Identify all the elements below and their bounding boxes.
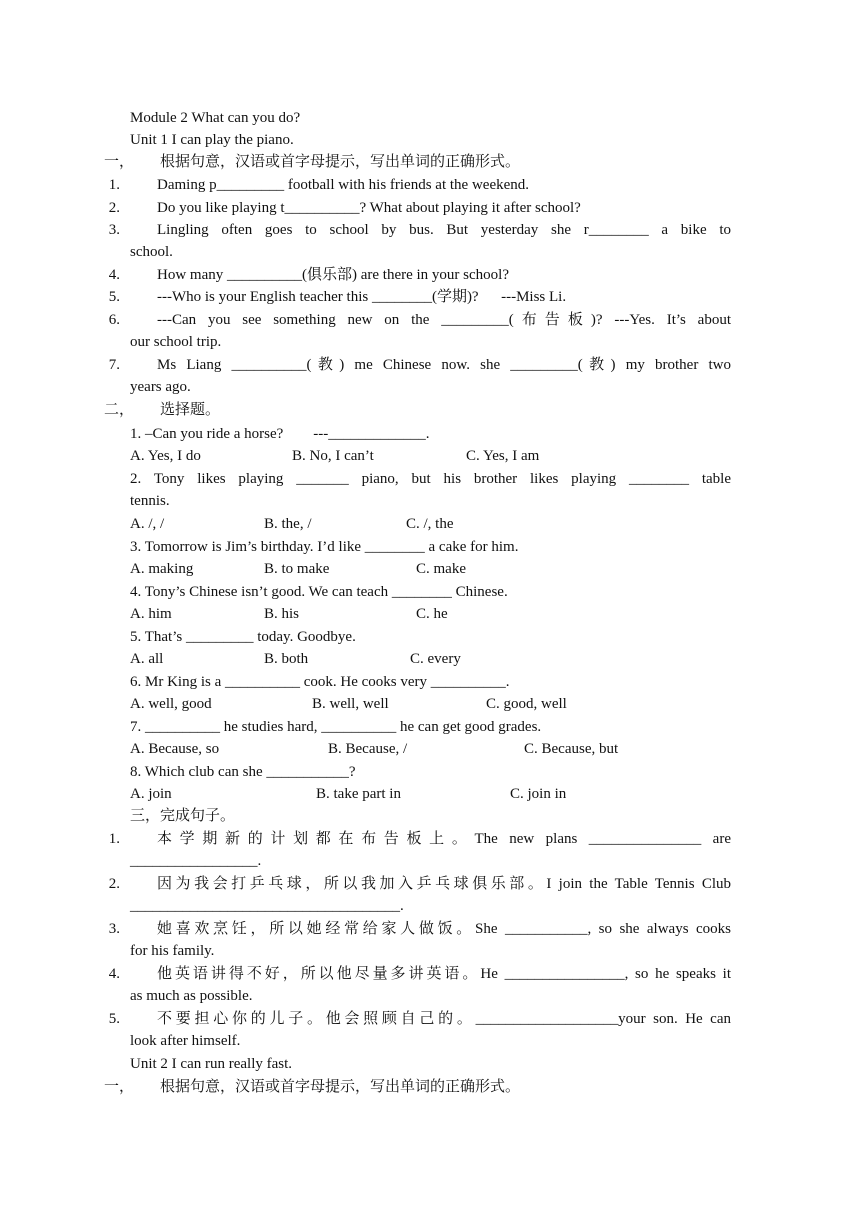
part3-item-text: 本学期新的计划都在布告板上。The new plans _______________ are: [157, 831, 731, 847]
unit2-title: Unit 2 I can run really fast.: [130, 1056, 293, 1072]
mc-option-b: B. his: [264, 606, 300, 622]
part3-item-continuation: _________________.: [130, 853, 262, 869]
mc-option-a: A. /, /: [130, 516, 165, 532]
part1-item-continuation: school.: [130, 244, 173, 260]
mc-option-b: B. both: [264, 651, 309, 667]
mc-option-c: C. Because, but: [524, 741, 619, 757]
part3-item-text: 她喜欢烹饪，所以她经常给家人做饭。She ___________, so she always cooks: [157, 921, 731, 937]
unit2-section1-heading: 根据句意，汉语或首字母提示，写出单词的正确形式。: [160, 1079, 521, 1095]
module-title: Module 2 What can you do?: [130, 110, 301, 126]
section2-number: 二，: [104, 402, 135, 418]
mc-option-c: C. good, well: [486, 696, 567, 712]
mc-question: 6. Mr King is a __________ cook. He cooks very __________.: [130, 674, 510, 690]
part1-item-number: 1.: [108, 177, 120, 193]
part1-item-number: 5.: [108, 289, 120, 305]
part1-item-text: Ms Liang __________(教) me Chinese now. she _________(教) my brother two: [157, 357, 731, 373]
mc-option-b: B. to make: [264, 561, 330, 577]
part3-item-number: 5.: [108, 1011, 120, 1027]
section2-heading: 选择题。: [160, 402, 221, 418]
part3-item-number: 1.: [108, 831, 120, 847]
part3-item-text: 因为我会打乒乓球，所以我加入乒乓球俱乐部。I join the Table Tennis Club: [157, 876, 731, 892]
part3-item-number: 3.: [108, 921, 120, 937]
mc-option-a: A. him: [130, 606, 172, 622]
part1-item-text: Lingling often goes to school by bus. But yesterday she r________ a bike to: [157, 222, 731, 238]
mc-question: 2. Tony likes playing _______ piano, but his brother likes playing ________ table: [130, 471, 731, 487]
mc-question: 8. Which club can she ___________?: [130, 764, 356, 780]
mc-option-c: C. Yes, I am: [466, 448, 540, 464]
part1-item-text: Daming p_________ football with his friends at the weekend.: [157, 177, 530, 193]
mc-option-b: B. well, well: [312, 696, 389, 712]
mc-option-c: C. make: [416, 561, 466, 577]
mc-question: 1. –Can you ride a horse? ---_____________.: [130, 426, 430, 442]
section1-heading: 根据句意，汉语或首字母提示，写出单词的正确形式。: [160, 154, 521, 170]
part1-item-number: 6.: [108, 312, 120, 328]
part1-item-number: 7.: [108, 357, 120, 373]
part3-item-continuation: look after himself.: [130, 1033, 241, 1049]
part1-item-text: Do you like playing t__________? What about playing it after school?: [157, 200, 581, 216]
mc-question-continuation: tennis.: [130, 493, 170, 509]
part3-item-continuation: for his family.: [130, 943, 215, 959]
mc-option-b: B. take part in: [316, 786, 401, 802]
part1-item-continuation: our school trip.: [130, 334, 222, 350]
mc-question: 7. __________ he studies hard, __________ he can get good grades.: [130, 719, 542, 735]
mc-option-b: B. the, /: [264, 516, 312, 532]
mc-question: 5. That’s _________ today. Goodbye.: [130, 629, 356, 645]
part3-item-continuation: as much as possible.: [130, 988, 253, 1004]
unit2-section1-number: 一，: [104, 1079, 135, 1095]
mc-option-a: A. join: [130, 786, 172, 802]
part1-item-number: 4.: [108, 267, 120, 283]
part1-item-text: ---Can you see something new on the _________(布告板)? ---Yes. It’s about: [157, 312, 731, 328]
part1-item-text: How many __________(俱乐部) are there in your school?: [157, 267, 510, 283]
mc-option-a: A. Because, so: [130, 741, 220, 757]
mc-option-a: A. well, good: [130, 696, 212, 712]
mc-question: 4. Tony’s Chinese isn’t good. We can teach ________ Chinese.: [130, 584, 508, 600]
mc-option-c: C. join in: [510, 786, 567, 802]
mc-option-b: B. No, I can’t: [292, 448, 374, 464]
mc-option-a: A. all: [130, 651, 164, 667]
mc-option-b: B. Because, /: [328, 741, 408, 757]
part1-item-number: 2.: [108, 200, 120, 216]
mc-option-a: A. making: [130, 561, 194, 577]
part1-item-continuation: years ago.: [130, 379, 191, 395]
part3-item-number: 4.: [108, 966, 120, 982]
mc-option-c: C. every: [410, 651, 461, 667]
part1-item-number: 3.: [108, 222, 120, 238]
unit1-title: Unit 1 I can play the piano.: [130, 132, 294, 148]
part3-item-continuation: ____________________________________.: [130, 898, 404, 914]
section1-number: 一，: [104, 154, 135, 170]
part3-item-number: 2.: [108, 876, 120, 892]
part1-item-text: ---Who is your English teacher this ________(学期)? ---Miss Li.: [157, 289, 567, 305]
mc-option-a: A. Yes, I do: [130, 448, 201, 464]
part3-item-text: 不要担心你的儿子。他会照顾自己的。___________________your son. He can: [157, 1011, 731, 1027]
mc-option-c: C. /, the: [406, 516, 454, 532]
section3-heading: 三，完成句子。: [130, 808, 236, 824]
mc-question: 3. Tomorrow is Jim’s birthday. I’d like ________ a cake for him.: [130, 539, 519, 555]
part3-item-text: 他英语讲得不好，所以他尽量多讲英语。He ________________, so he speaks it: [157, 966, 731, 982]
mc-option-c: C. he: [416, 606, 448, 622]
